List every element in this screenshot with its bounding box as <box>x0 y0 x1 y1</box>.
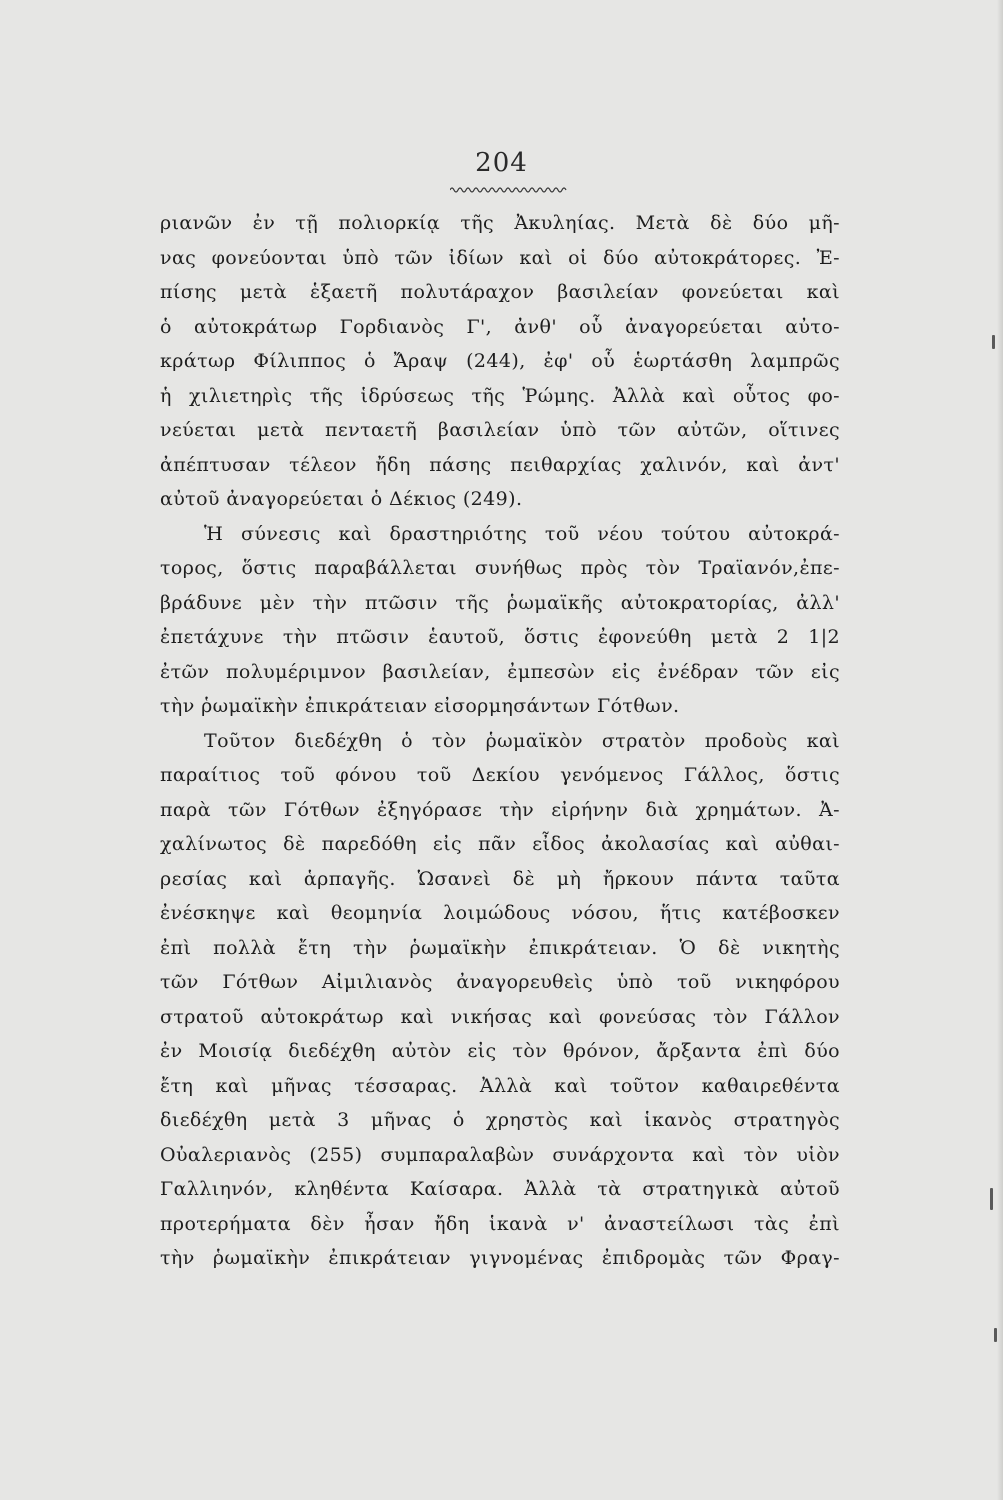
wavy-rule-ornament <box>450 186 568 194</box>
text-line: παραίτιος τοῦ φόνου τοῦ Δεκίου γενόμενος Γάλλος, ὅστις <box>160 764 840 786</box>
text-line: ἡ χιλιετηρὶς τῆς ἱδρύσεως τῆς Ῥώμης. Ἀλλὰ καὶ οὗτος φο- <box>160 384 840 407</box>
text-line: ἀπέπτυσαν τέλεον ἤδη πάσης πειθαρχίας χαλινόν, καὶ ἀντ' <box>160 453 840 476</box>
text-line: Τοῦτον διεδέχθη ὁ τὸν ῥωμαϊκὸν στρατὸν προδοὺς καὶ <box>204 729 840 752</box>
text-line: τορος, ὅστις παραβάλλεται συνήθως πρὸς τὸν Τραϊανόν,ἐπε- <box>160 557 840 579</box>
text-line: ἐν Μοισίᾳ διεδέχθη αὐτὸν εἰς τὸν θρόνον, ἄρξαντα ἐπὶ δύο <box>160 1040 840 1062</box>
text-line: στρατοῦ αὐτοκράτωρ καὶ νικήσας καὶ φονεύσας τὸν Γάλλον <box>160 1005 840 1028</box>
text-line: αὐτοῦ ἀναγορεύεται ὁ Δέκιος (249). <box>160 488 523 510</box>
margin-scan-mark <box>992 335 995 349</box>
text-line: παρὰ τῶν Γότθων ἐξηγόρασε τὴν εἰρήνην διὰ χρημάτων. Ἀ- <box>160 798 840 821</box>
text-line: Οὐαλεριανὸς (255) συμπαραλαβὼν συνάρχοντα καὶ τὸν υἱὸν <box>160 1143 840 1166</box>
text-line: πίσης μετὰ ἑξαετῆ πολυτάραχον βασιλείαν φονεύεται καὶ <box>160 281 840 303</box>
text-line: ἐπετάχυνε τὴν πτῶσιν ἑαυτοῦ, ὅστις ἐφονεύθη μετὰ 2 1|2 <box>160 626 840 648</box>
text-line: ἐτῶν πολυμέριμνον βασιλείαν, ἐμπεσὼν εἰς ἐνέδραν τῶν εἰς <box>160 660 840 683</box>
margin-scan-mark <box>990 1188 993 1210</box>
text-line: τῶν Γότθων Αἰμιλιανὸς ἀναγορευθεὶς ὑπὸ τοῦ νικηφόρου <box>160 971 840 993</box>
text-line: τὴν ῥωμαϊκὴν ἐπικράτειαν γιγνομένας ἐπιδρομὰς τῶν Φραγ- <box>160 1247 840 1269</box>
text-line: κράτωρ Φίλιππος ὁ Ἄραψ (244), ἐφ' οὗ ἑωρτάσθη λαμπρῶς <box>160 350 840 372</box>
page-edge-shadow <box>997 0 1003 1500</box>
text-line: ρεσίας καὶ ἁρπαγῆς. Ὡσανεὶ δὲ μὴ ἤρκουν πάντα ταῦτα <box>160 867 840 890</box>
text-line: χαλίνωτος δὲ παρεδόθη εἰς πᾶν εἶδος ἀκολασίας καὶ αὐθαι- <box>160 833 840 855</box>
text-line: τὴν ῥωμαϊκὴν ἐπικράτειαν εἰσορμησάντων Γότθων. <box>160 695 680 717</box>
text-line: ριανῶν ἐν τῇ πολιορκίᾳ τῆς Ἀκυληίας. Μετὰ δὲ δύο μῆ- <box>160 212 840 234</box>
text-line: ἐνέσκηψε καὶ θεομηνία λοιμώδους νόσου, ἥτις κατέβοσκεν <box>160 902 840 924</box>
text-line: βράδυνε μὲν τὴν πτῶσιν τῆς ῥωμαϊκῆς αὐτοκρατορίας, ἀλλ' <box>160 591 840 614</box>
page-number: 204 <box>475 148 528 178</box>
text-line: προτερήματα δὲν ἦσαν ἤδη ἱκανὰ ν' ἀναστείλωσι τὰς ἐπὶ <box>160 1212 840 1235</box>
text-line: ἔτη καὶ μῆνας τέσσαρας. Ἀλλὰ καὶ τοῦτον καθαιρεθέντα <box>160 1074 840 1097</box>
text-line: διεδέχθη μετὰ 3 μῆνας ὁ χρηστὸς καὶ ἱκανὸς στρατηγὸς <box>160 1109 840 1131</box>
text-line: νεύεται μετὰ πενταετῆ βασιλείαν ὑπὸ τῶν αὐτῶν, οἵτινες <box>160 419 840 441</box>
text-line: νας φονεύονται ὑπὸ τῶν ἰδίων καὶ οἱ δύο αὐτοκράτορες. Ἐ- <box>160 246 840 269</box>
text-line: ὁ αὐτοκράτωρ Γορδιανὸς Γ', ἀνθ' οὗ ἀναγορεύεται αὐτο- <box>160 315 840 338</box>
text-line: ἐπὶ πολλὰ ἔτη τὴν ῥωμαϊκὴν ἐπικράτειαν. Ὁ δὲ νικητὴς <box>160 936 840 959</box>
text-line: Ἡ σύνεσις καὶ δραστηριότης τοῦ νέου τούτου αὐτοκρά- <box>204 522 840 545</box>
body-text <box>160 206 840 1276</box>
text-line: Γαλλιηνόν, κληθέντα Καίσαρα. Ἀλλὰ τὰ στρατηγικὰ αὐτοῦ <box>160 1178 840 1200</box>
